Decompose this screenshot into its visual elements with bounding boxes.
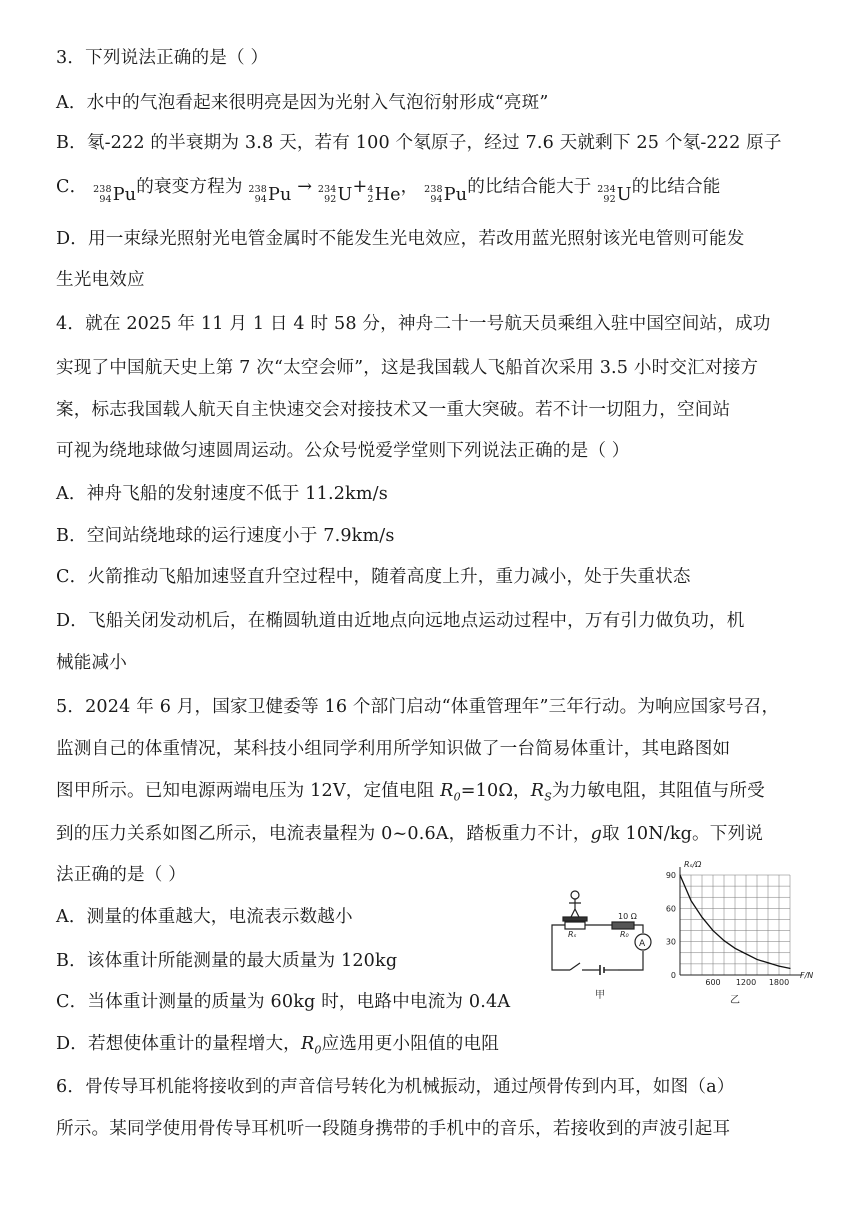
rs-symbol: R: [530, 781, 545, 801]
he-mass: 4: [367, 184, 374, 195]
series-point: [701, 917, 702, 918]
circuit-diagram: [552, 891, 651, 975]
pu-mass: 238: [424, 184, 443, 195]
q5-d-a: D．若想使体重计的量程增大，: [56, 1034, 301, 1054]
plus: +: [352, 177, 368, 197]
d-r0-symbol: R: [300, 1034, 315, 1054]
q4-stem-line1: 4．就在 2025 年 11 月 1 日 4 时 58 分，神舟二十一号航天员乘组入驻中国空间站，成功: [56, 314, 771, 334]
q3-c-text-4: 的比结合能: [631, 177, 721, 197]
q5-line3-b: =10Ω，: [460, 781, 531, 801]
x-axis-label: F/N: [800, 971, 814, 980]
q3-stem: 3．下列说法正确的是（ ）: [56, 48, 269, 68]
chart-caption: 乙: [730, 995, 740, 1006]
series-point: [789, 968, 790, 969]
series-point: [690, 900, 691, 901]
q5-stem-line3: [56, 781, 765, 808]
r0-label: R₀: [620, 930, 629, 939]
r0-symbol: R: [440, 781, 454, 801]
q3-option-c-prefix: C．: [56, 177, 88, 197]
u-symbol: U: [337, 184, 353, 205]
q5-stem-line5: 法正确的是（ ）: [56, 865, 186, 885]
series-point: [723, 940, 724, 941]
pu-mass: 238: [248, 184, 267, 195]
q5-line4-a: 到的压力关系如图乙所示，电流表量程为 0~0.6A，踏板重力不计，: [56, 824, 591, 844]
q5-option-b: B．该体重计所能测量的最大质量为 120kg: [56, 951, 398, 971]
series-point: [679, 874, 680, 875]
rs-force-chart: [666, 860, 813, 1006]
q4-option-c: C．火箭推动飞船加速竖直升空过程中，随着高度上升，重力减小，处于失重状态: [56, 567, 691, 587]
x-tick-label: 1800: [768, 978, 790, 987]
q5-line4-b: 取 10N/kg。下列说: [602, 824, 764, 844]
q5-line3-a: 图甲所示。已知电源两端电压为 12V，定值电阻: [56, 781, 441, 801]
switch-icon: [570, 963, 580, 970]
q3-option-c: [56, 177, 721, 205]
q5-option-d: [56, 1034, 499, 1061]
y-tick-label: 0: [670, 971, 676, 980]
q3-option-a: A．水中的气泡看起来很明亮是因为光射入气泡衍射形成“亮斑”: [56, 93, 549, 113]
pu-mass: 238: [93, 184, 112, 195]
q6-stem-line1: 6．骨传导耳机能将接收到的声音信号转化为机械振动，通过颅骨传到内耳，如图（a）: [56, 1077, 735, 1097]
he-symbol: He: [374, 184, 401, 205]
pu-symbol: Pu: [443, 184, 468, 205]
q5-stem-line2: 监测自己的体重情况，某科技小组同学利用所学知识做了一台简易体重计，其电路图如: [56, 739, 731, 759]
wire-right: [618, 951, 643, 970]
circuit-caption: 甲: [595, 990, 605, 1001]
g-symbol: g: [590, 824, 603, 844]
nuclide-pu-eq: [248, 185, 291, 205]
r0-sub: 0: [453, 790, 461, 804]
q3-option-d-line1: D．用一束绿光照射光电管金属时不能发生光电效应，若改用蓝光照射该光电管则可能发: [56, 229, 745, 249]
q4-option-d-line1: D．飞船关闭发动机后，在椭圆轨道由近地点向远地点运动过程中，万有引力做负功，机: [56, 611, 745, 631]
q5-stem-line1: 5．2024 年 6 月，国家卫健委等 16 个部门启动“体重管理年”三年行动。为响应国家号召，: [56, 697, 780, 717]
scale-pedal: [563, 917, 587, 921]
q4-stem-line3: 案，标志我国载人航天自主快速交会对接技术又一重大突破。若不计一切阻力，空间站: [56, 400, 731, 420]
u-symbol: U: [616, 184, 632, 205]
y-tick-label: 30: [665, 937, 676, 947]
y-tick-label: 90: [665, 871, 676, 880]
y-tick-label: 60: [665, 904, 676, 914]
figures-svg: [540, 855, 830, 1040]
rs-resistor: [565, 922, 585, 929]
nuclide-he: [367, 185, 400, 205]
series-point: [712, 930, 713, 931]
nuclide-u: [318, 185, 353, 205]
q5-stem-line4: [56, 824, 763, 844]
pu-symbol: Pu: [112, 184, 137, 205]
rs-sub: S: [544, 790, 552, 804]
series-point: [767, 962, 768, 963]
q6-stem-line2: 所示。某同学使用骨传导耳机听一段随身携带的手机中的音乐，若接收到的声波引起耳: [56, 1119, 731, 1139]
q4-option-d-line2: 械能减小: [56, 653, 127, 673]
q3-option-d-line2: 生光电效应: [56, 270, 145, 290]
q5-d-b: 应选用更小阻值的电阻: [321, 1034, 499, 1054]
u-mass: 234: [317, 184, 337, 195]
u-number: 92: [603, 193, 616, 205]
q3-option-b: B．氡-222 的半衰期为 3.8 天，若有 100 个氡原子，经过 7.6 天就剩下 25 个氡-222 原子: [56, 133, 782, 153]
resistor-value-label: 10 Ω: [618, 912, 637, 921]
x-tick-label: 1200: [735, 978, 757, 987]
pu-number: 94: [254, 193, 267, 205]
battery-icon: [600, 965, 604, 975]
x-tick-label: 600: [705, 978, 721, 987]
q3-c-text-3: 的比结合能大于: [467, 177, 592, 197]
person-body-icon: [569, 899, 581, 917]
series-point: [778, 966, 779, 967]
d-r0-sub: 0: [314, 1043, 322, 1057]
q5-option-c: C．当体重计测量的质量为 60kg 时，电路中电流为 0.4A: [56, 992, 511, 1012]
q4-option-b: B．空间站绕地球的运行速度小于 7.9km/s: [56, 526, 395, 546]
q3-c-text-2: ，: [400, 177, 419, 197]
series-point: [756, 959, 757, 960]
pu-symbol: Pu: [268, 184, 292, 205]
wire-top-right: [634, 925, 643, 933]
he-number: 2: [367, 193, 374, 205]
u-number: 92: [324, 193, 337, 205]
person-head-icon: [571, 891, 579, 899]
nuclide-u-2: [597, 185, 632, 205]
q5-line3-c: 为力敏电阻，其阻值与所受: [551, 781, 765, 801]
r0-resistor: [612, 922, 634, 929]
y-axis-label: Rₛ/Ω: [684, 860, 702, 869]
pu-number: 94: [99, 193, 112, 205]
q3-c-text-1: 的衰变方程为: [136, 177, 243, 197]
nuclide-pu-2: [424, 185, 467, 205]
pu-number: 94: [430, 193, 443, 205]
arrow: →: [297, 177, 313, 197]
q4-stem-line4: 可视为绕地球做匀速圆周运动。公众号悦爱学堂则下列说法正确的是（ ）: [56, 441, 630, 461]
ammeter-label: A: [639, 939, 646, 949]
q4-stem-line2: 实现了中国航天史上第 7 次“太空会师”，这是我国载人飞船首次采用 3.5 小时交汇对接方: [56, 358, 759, 378]
nuclide-pu: [93, 185, 136, 205]
series-point: [734, 948, 735, 949]
q5-figures: [540, 855, 830, 1040]
u-mass: 234: [597, 184, 616, 195]
q5-option-a: A．测量的体重越大，电流表示数越小: [56, 907, 353, 927]
rs-label: Rₛ: [568, 930, 577, 939]
q4-option-a: A．神舟飞船的发射速度不低于 11.2km/s: [56, 484, 388, 504]
series-point: [745, 953, 746, 954]
